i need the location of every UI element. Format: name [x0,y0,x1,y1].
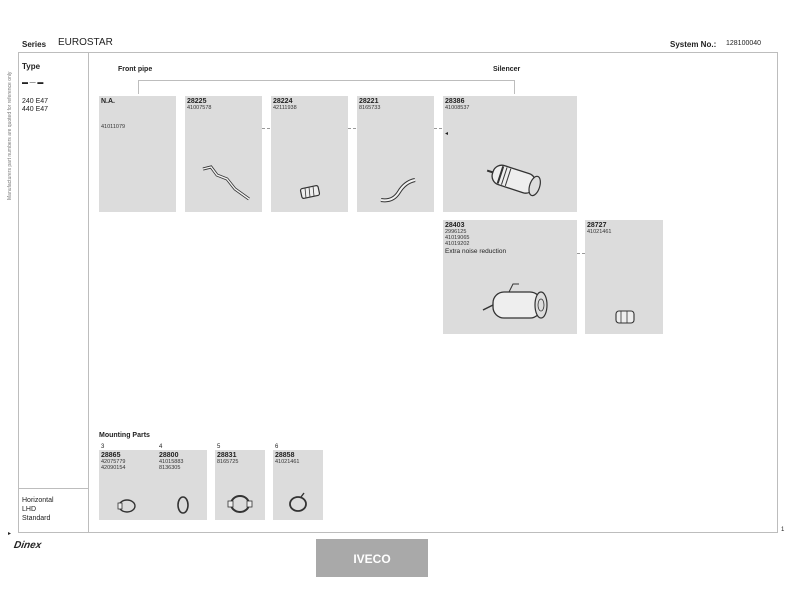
mount-card-28831[interactable] [215,450,265,520]
part-number: 42111938 [273,105,297,111]
system-label: System No.: [670,40,717,49]
clamp-icon [115,496,139,516]
part-card-28224[interactable] [271,96,348,212]
mounting-index: 3 [101,444,105,450]
dinex-logo: Dinex [13,540,43,551]
part-number: 8165725 [217,459,239,465]
part-number: 41011079 [101,124,126,130]
part-card-28727[interactable] [585,220,663,334]
bracket-left-tick [138,80,139,94]
part-code: 28225 [187,98,207,105]
part-number: 41019202 [445,241,470,247]
part-number: 41007578 [187,105,212,111]
part-number: 8165733 [359,105,381,111]
type-item: 240 E47 [22,98,49,105]
config-orientation: Horizontal [22,497,54,504]
left-column-bottom-rule [18,488,88,489]
part-code: 28800 [159,452,179,459]
part-card-na[interactable] [99,96,176,212]
part-code: N.A. [101,98,115,105]
part-numbers [101,459,125,471]
connector-line [348,128,356,129]
bottom-left-mark: ▸ [8,531,12,537]
left-column-divider [88,52,89,533]
type-label: Type [22,62,41,71]
silencer-large-icon [479,278,559,330]
part-card-28403[interactable] [443,220,577,334]
flex-pipe-icon [293,181,333,207]
part-code: 28727 [587,222,607,229]
series-value: EUROSTAR [58,37,113,48]
part-code: 28865 [101,452,121,459]
part-code: 28221 [359,98,379,105]
part-code: 28403 [445,222,465,229]
part-code: 28831 [217,452,237,459]
ring-clamp-icon [173,494,193,516]
mount-card-28800[interactable] [157,450,207,520]
part-numbers [159,459,183,471]
mounting-index: 6 [275,444,279,450]
part-card-28225[interactable] [185,96,262,212]
series-label: Series [22,40,47,49]
mounting-index: 5 [217,444,221,450]
part-numbers [445,229,469,247]
page-number: 1 [781,527,785,533]
part-number: 41008537 [445,105,470,111]
small-arrow-icon: ◂ [445,131,449,137]
type-symbol: ▬ — ▬ [22,80,44,86]
part-code: 28386 [445,98,465,105]
side-note: Manufacturers part numbers are quoted for reference only [7,71,13,200]
mounting-parts-title: Mounting Parts [99,432,150,439]
front-pipe-title: Front pipe [118,66,153,73]
part-code: 28858 [275,452,295,459]
type-list [22,98,48,114]
hose-clamp-icon [285,492,311,516]
brand-label: IVECO [353,552,391,566]
mounting-index: 4 [159,444,163,450]
config-drive: LHD [22,506,37,513]
config-list [22,496,54,523]
part-number: 41015883 [159,459,184,465]
mount-card-28858[interactable] [273,450,323,520]
part-number: 41021461 [275,459,300,465]
part-number: 42090154 [101,465,126,471]
part-card-28221[interactable] [357,96,434,212]
front-pipe-icon [197,161,257,206]
silencer-icon [481,160,551,204]
type-item: 440 E47 [22,106,49,113]
part-number: 41019065 [445,235,470,241]
connector-line [434,128,442,129]
part-number: 2996125 [445,229,467,235]
bracket-right-tick [514,80,515,94]
part-number: 42075779 [101,459,126,465]
silencer-title: Silencer [493,66,521,73]
bent-pipe-icon [375,172,425,206]
config-variant: Standard [22,515,51,522]
part-number: 8136305 [159,465,181,471]
brand-tab [316,539,428,577]
part-card-28386[interactable] [443,96,577,212]
part-code: 28224 [273,98,293,105]
part-number: 41021461 [587,229,612,235]
part-note: Extra noise reduction [445,248,507,255]
connector-line [262,128,270,129]
clamp-sleeve-icon [611,306,641,328]
system-value: 128100040 [726,40,762,47]
section-bracket [138,80,514,81]
band-clamp-icon [225,492,255,516]
connector-line [577,253,585,254]
